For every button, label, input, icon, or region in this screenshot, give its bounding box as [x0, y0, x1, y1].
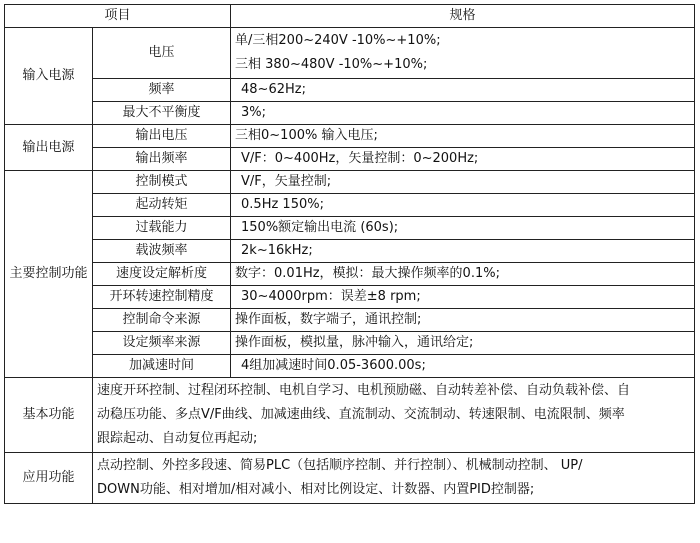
table-row: [5, 378, 695, 453]
row-label: 速度设定解析度: [93, 263, 231, 286]
value-line: 单/三相200~240V -10%~+10%;: [235, 33, 441, 48]
text-line: DOWN功能、相对增加/相对减小、相对比例设定、计数器、内置PID控制器;: [97, 482, 535, 497]
row-value: 数字：0.01Hz，模拟：最大操作频率的0.1%;: [231, 263, 695, 286]
row-label: 控制命令来源: [93, 309, 231, 332]
table-row: [5, 171, 695, 194]
row-value: [231, 28, 695, 79]
row-value: 2k~16kHz;: [231, 240, 695, 263]
row-label: 输出电压: [93, 125, 231, 148]
row-label: 起动转矩: [93, 194, 231, 217]
table-row: [5, 194, 695, 217]
row-value: V/F，矢量控制;: [231, 171, 695, 194]
row-value: V/F：0~400Hz，矢量控制：0~200Hz;: [231, 148, 695, 171]
table-row: [5, 148, 695, 171]
table-row: [5, 263, 695, 286]
category-basic-functions: 基本功能: [5, 378, 93, 453]
row-value: 30~4000rpm：误差±8 rpm;: [231, 286, 695, 309]
category-application-functions: 应用功能: [5, 453, 93, 504]
row-value: 操作面板，数字端子，通讯控制;: [231, 309, 695, 332]
row-value: 3%;: [231, 102, 695, 125]
header-row: [5, 5, 695, 28]
row-value: 4组加减速时间0.05-3600.00s;: [231, 355, 695, 378]
table-row: [5, 332, 695, 355]
value-line: 三相 380~480V -10%~+10%;: [235, 57, 428, 72]
text-line: 点动控制、外控多段速、简易PLC（包括顺序控制、并行控制）、机械制动控制、 UP/: [97, 458, 583, 473]
row-value: 三相0~100% 输入电压;: [231, 125, 695, 148]
category-main-control: 主要控制功能: [5, 171, 93, 378]
row-value: 操作面板，模拟量，脉冲输入，通讯给定;: [231, 332, 695, 355]
row-value: 48~62Hz;: [231, 79, 695, 102]
row-label: 加减速时间: [93, 355, 231, 378]
table-row: [5, 28, 695, 79]
table-row: [5, 355, 695, 378]
category-output-power: 输出电源: [5, 125, 93, 171]
row-value: 0.5Hz 150%;: [231, 194, 695, 217]
table-row: [5, 286, 695, 309]
text-line: 速度开环控制、过程闭环控制、电机自学习、电机预励磁、自动转差补偿、自动负载补偿、自: [97, 383, 631, 398]
category-input-power: 输入电源: [5, 28, 93, 125]
header-item: 项目: [5, 5, 231, 28]
table-row: [5, 309, 695, 332]
table-row: [5, 240, 695, 263]
row-label: 输出频率: [93, 148, 231, 171]
table-row: [5, 102, 695, 125]
row-value: 150%额定输出电流 (60s);: [231, 217, 695, 240]
text-line: 跟踪起动、自动复位再起动;: [97, 431, 258, 446]
row-label: 设定频率来源: [93, 332, 231, 355]
row-label: 频率: [93, 79, 231, 102]
application-functions-text: [93, 453, 695, 504]
spec-table: [4, 4, 695, 504]
table-row: [5, 217, 695, 240]
text-line: 动稳压功能、多点V/F曲线、加减速曲线、直流制动、交流制动、转速限制、电流限制、频率: [97, 407, 625, 422]
row-label: 载波频率: [93, 240, 231, 263]
row-label: 控制模式: [93, 171, 231, 194]
row-label: 电压: [93, 28, 231, 79]
table-row: [5, 79, 695, 102]
row-label: 最大不平衡度: [93, 102, 231, 125]
row-label: 开环转速控制精度: [93, 286, 231, 309]
header-spec: 规格: [231, 5, 695, 28]
basic-functions-text: [93, 378, 695, 453]
row-label: 过载能力: [93, 217, 231, 240]
table-row: [5, 453, 695, 504]
table-row: [5, 125, 695, 148]
